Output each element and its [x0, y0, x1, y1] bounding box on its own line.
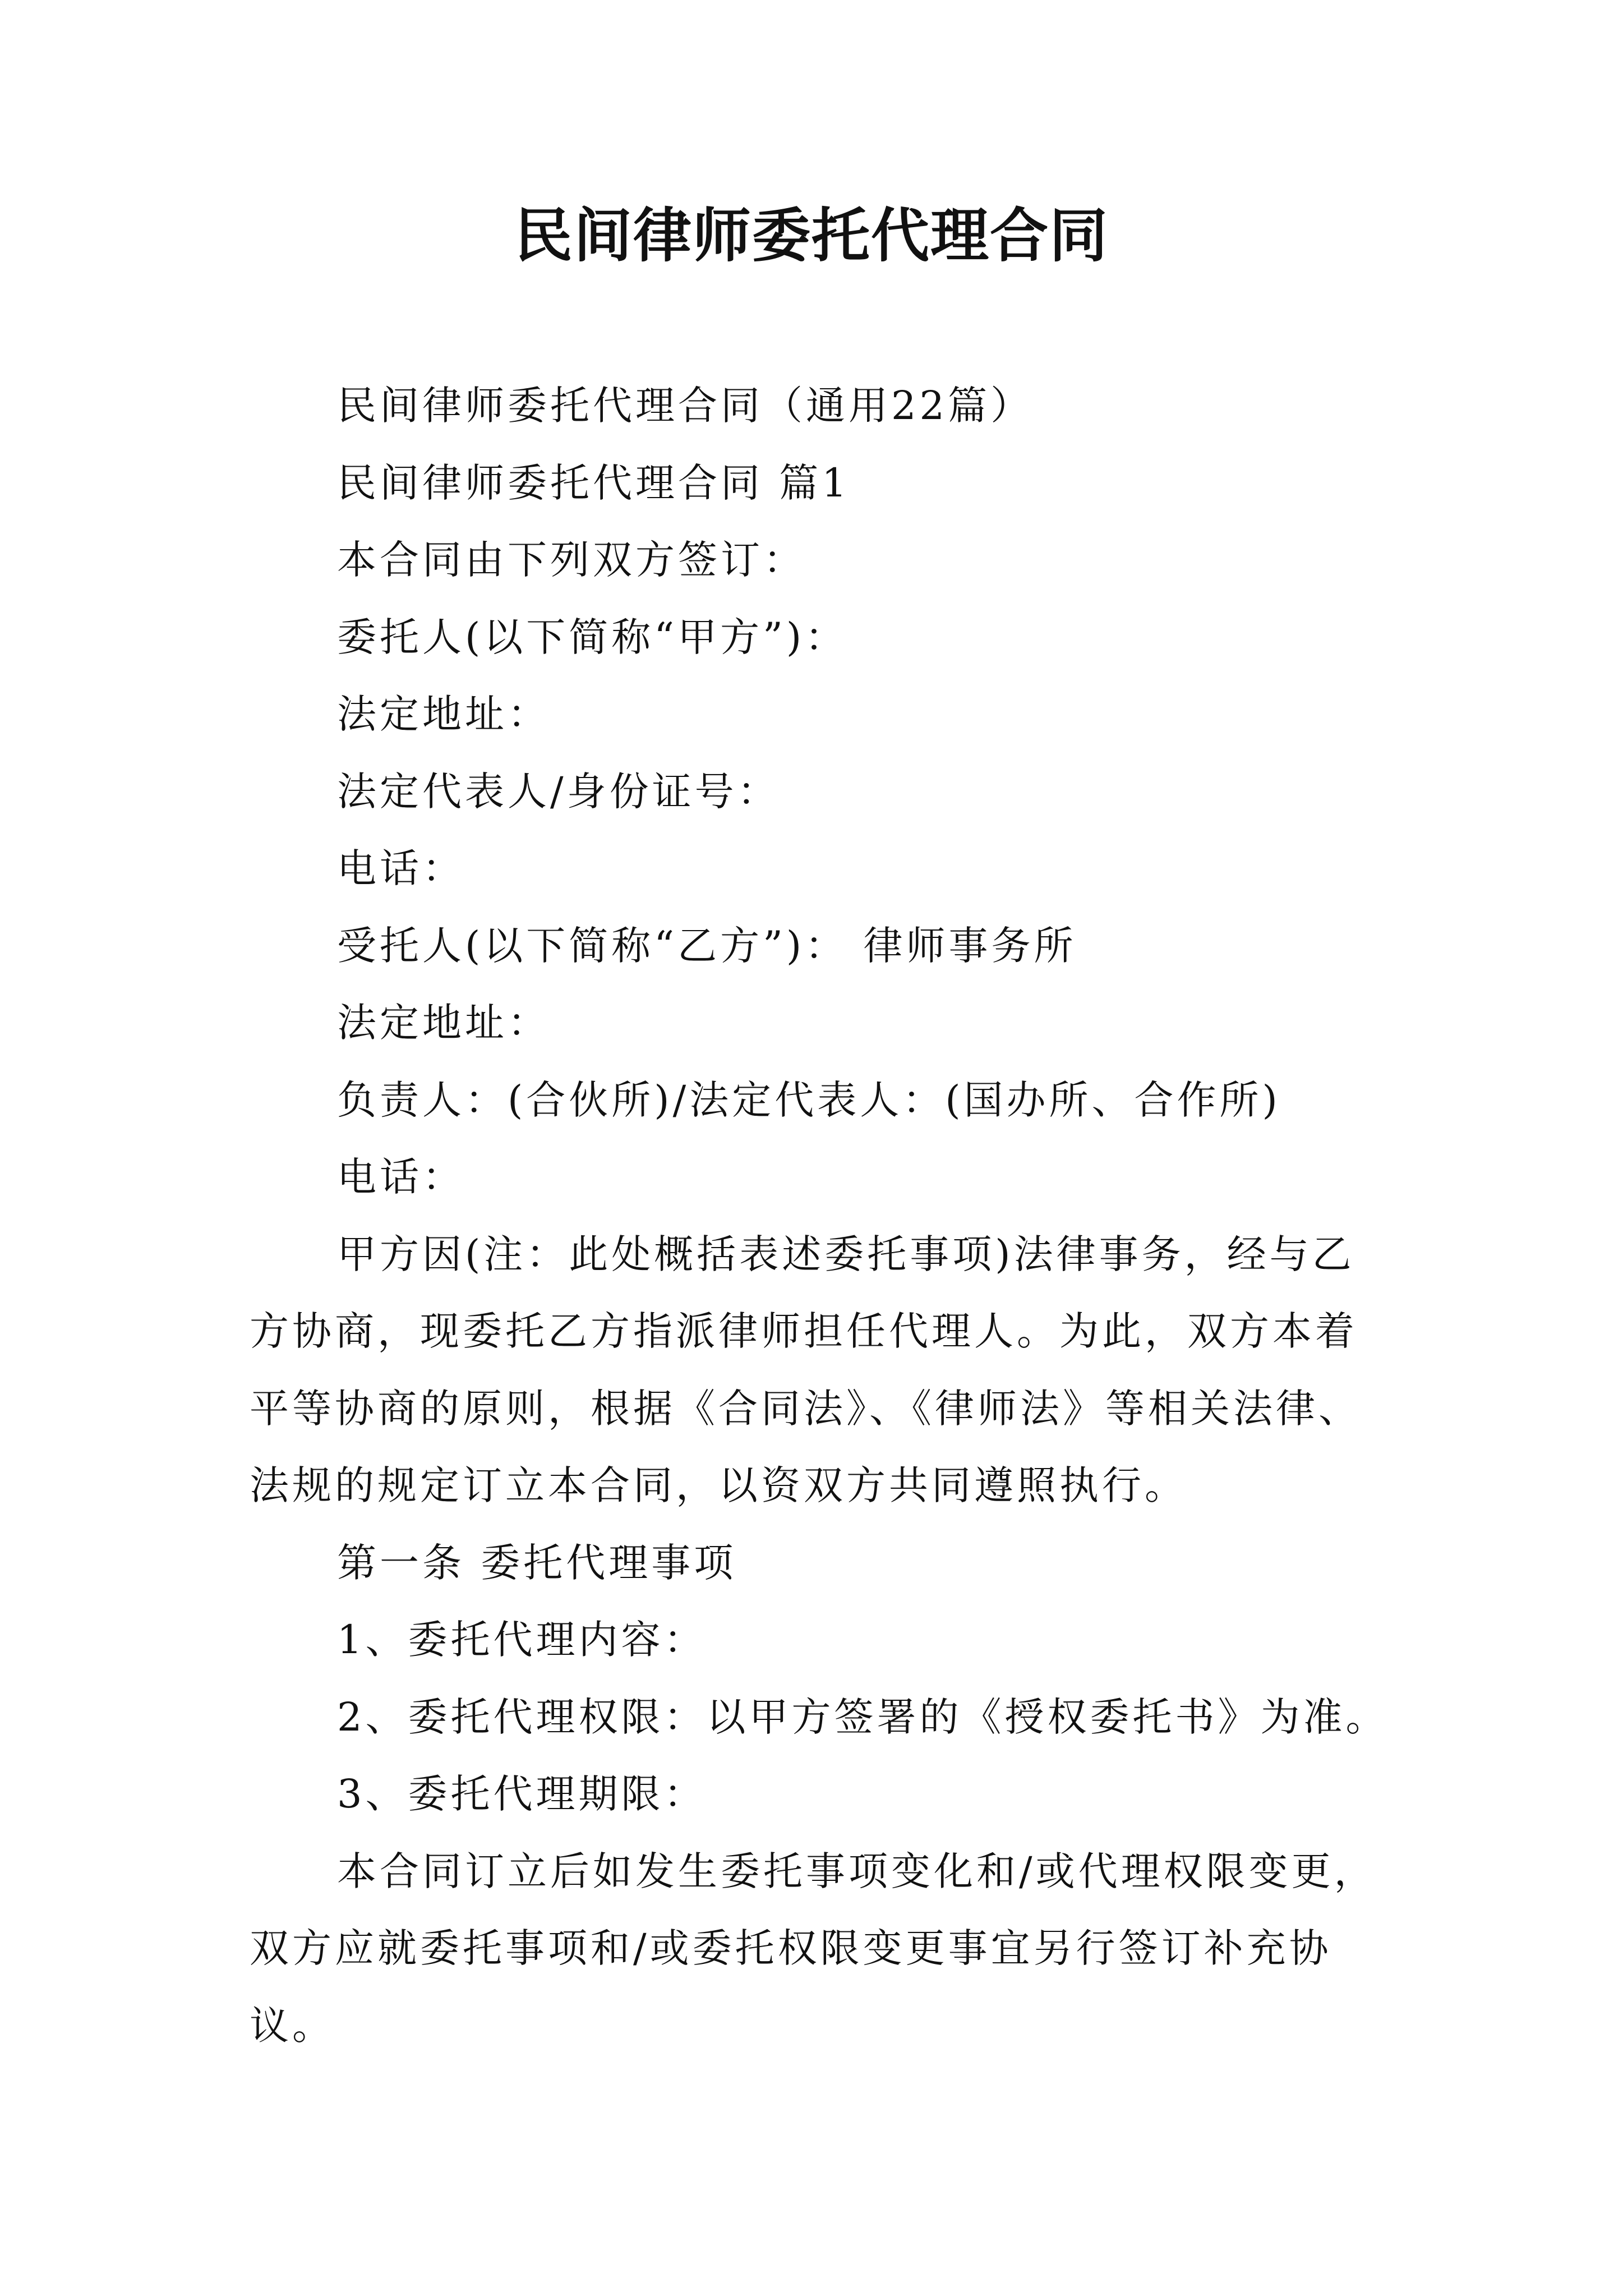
paragraph-line: 方协商，现委托乙方指派律师担任代理人。为此，双方本着: [250, 1308, 1358, 1354]
section-heading: 第一条 委托代理事项: [337, 1539, 737, 1586]
paragraph-line: 民间律师委托代理合同 篇1: [337, 459, 850, 506]
paragraph-line: 甲方因(注：此处概括表述委托事项)法律事务，经与乙: [337, 1231, 1355, 1277]
paragraph-line: 负责人：(合伙所)/法定代表人：(国办所、合作所): [337, 1076, 1281, 1123]
paragraph-line: 电话：: [337, 1154, 465, 1200]
paragraph-line: 法规的规定订立本合同，以资双方共同遵照执行。: [250, 1462, 1187, 1508]
paragraph-line: 双方应就委托事项和/或委托权限变更事宜另行签订补充协: [250, 1925, 1332, 1971]
paragraph-line: 电话：: [337, 845, 465, 891]
paragraph-line: 民间律师委托代理合同（通用22篇）: [337, 383, 1034, 429]
list-item: 3、委托代理期限：: [337, 1771, 707, 1817]
paragraph-line: 平等协商的原则，根据《合同法》、《律师法》等相关法律、: [250, 1385, 1361, 1432]
list-item: 2、委托代理权限：以甲方签署的《授权委托书》为准。: [337, 1694, 1389, 1740]
paragraph-line: 议。: [250, 2002, 335, 2049]
paragraph-line: 法定地址：: [337, 691, 550, 737]
paragraph-line: 委托人(以下简称“甲方”)：: [337, 614, 848, 660]
paragraph-line: 本合同由下列双方签订：: [337, 537, 806, 583]
paragraph-line: 受托人(以下简称“乙方”)： 律师事务所: [337, 922, 1077, 969]
list-item: 1、委托代理内容：: [337, 1617, 707, 1663]
paragraph-line: 法定地址：: [337, 1000, 550, 1046]
paragraph-line: 法定代表人/身份证号：: [337, 768, 780, 815]
document-body: [250, 367, 1402, 2064]
document-title: 民间律师委托代理合同: [514, 201, 1109, 270]
paragraph-line: 本合同订立后如发生委托事项变化和/或代理权限变更，: [337, 1848, 1377, 1894]
